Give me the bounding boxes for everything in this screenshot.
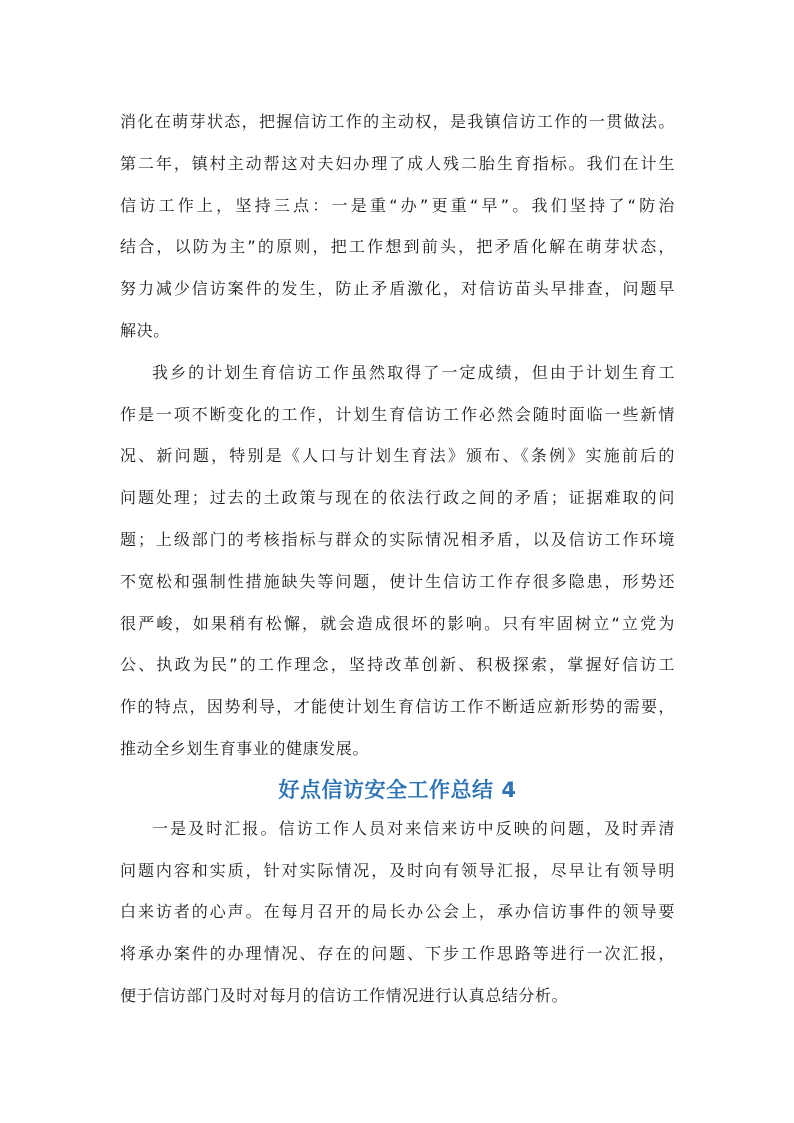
paragraph-continuation xyxy=(120,101,675,352)
text-line: 信访工作上，坚持三点：一是重“办”更重“早”。我们坚持了“防治 xyxy=(120,195,675,215)
text-line: 作是一项不断变化的工作，计划生育信访工作必然会随时面临一些新情 xyxy=(120,404,675,424)
section-heading: 好点信访安全工作总结 4 xyxy=(278,777,517,802)
text-line: 很严峻，如果稍有松懈，就会造成很坏的影响。只有牢固树立“立党为 xyxy=(120,613,675,633)
text-line: 况、新问题，特别是《人口与计划生育法》颁布、《条例》实施前后的 xyxy=(120,446,675,466)
document-body xyxy=(120,101,675,1017)
paragraph-family-planning xyxy=(120,352,675,770)
text-line: 解决。 xyxy=(120,320,170,340)
text-line: 第二年，镇村主动帮这对夫妇办理了成人残二胎生育指标。我们在计生 xyxy=(120,153,675,173)
text-line: 推动全乡划生育事业的健康发展。 xyxy=(120,738,370,758)
text-line: 消化在萌芽状态，把握信访工作的主动权，是我镇信访工作的一贯做法。 xyxy=(120,112,675,131)
text-line: 作的特点，因势利导，才能使计划生育信访工作不断适应新形势的需要， xyxy=(120,697,675,717)
text-line: 一是及时汇报。信访工作人员对来信来访中反映的问题，及时弄清 xyxy=(152,818,675,838)
text-line: 问题内容和实质，针对实际情况，及时向有领导汇报，尽早让有领导明 xyxy=(120,860,675,880)
text-line: 便于信访部门及时对每月的信访工作情况进行认真总结分析。 xyxy=(120,985,569,1005)
text-line: 公、执政为民”的工作理念，坚持改革创新、积极探索，掌握好信访工 xyxy=(120,655,675,675)
text-line: 将承办案件的办理情况、存在的问题、下步工作思路等进行一次汇报， xyxy=(120,944,675,964)
text-line: 我乡的计划生育信访工作虽然取得了一定成绩，但由于计划生育工 xyxy=(152,362,675,382)
paragraph-timely-report xyxy=(120,808,675,1017)
text-line: 白来访者的心声。在每月召开的局长办公会上，承办信访事件的领导要 xyxy=(120,902,675,922)
text-line: 问题处理；过去的土政策与现在的依法行政之间的矛盾；证据难取的问 xyxy=(120,488,675,508)
text-line: 题；上级部门的考核指标与群众的实际情况相矛盾，以及信访工作环境 xyxy=(120,529,675,549)
text-line: 不宽松和强制性措施缺失等问题，使计生信访工作存很多隐患，形势还 xyxy=(120,571,675,591)
text-line: 结合，以防为主”的原则，把工作想到前头，把矛盾化解在萌芽状态， xyxy=(120,237,675,257)
text-line: 努力减少信访案件的发生，防止矛盾激化，对信访苗头早排查，问题早 xyxy=(120,279,675,299)
